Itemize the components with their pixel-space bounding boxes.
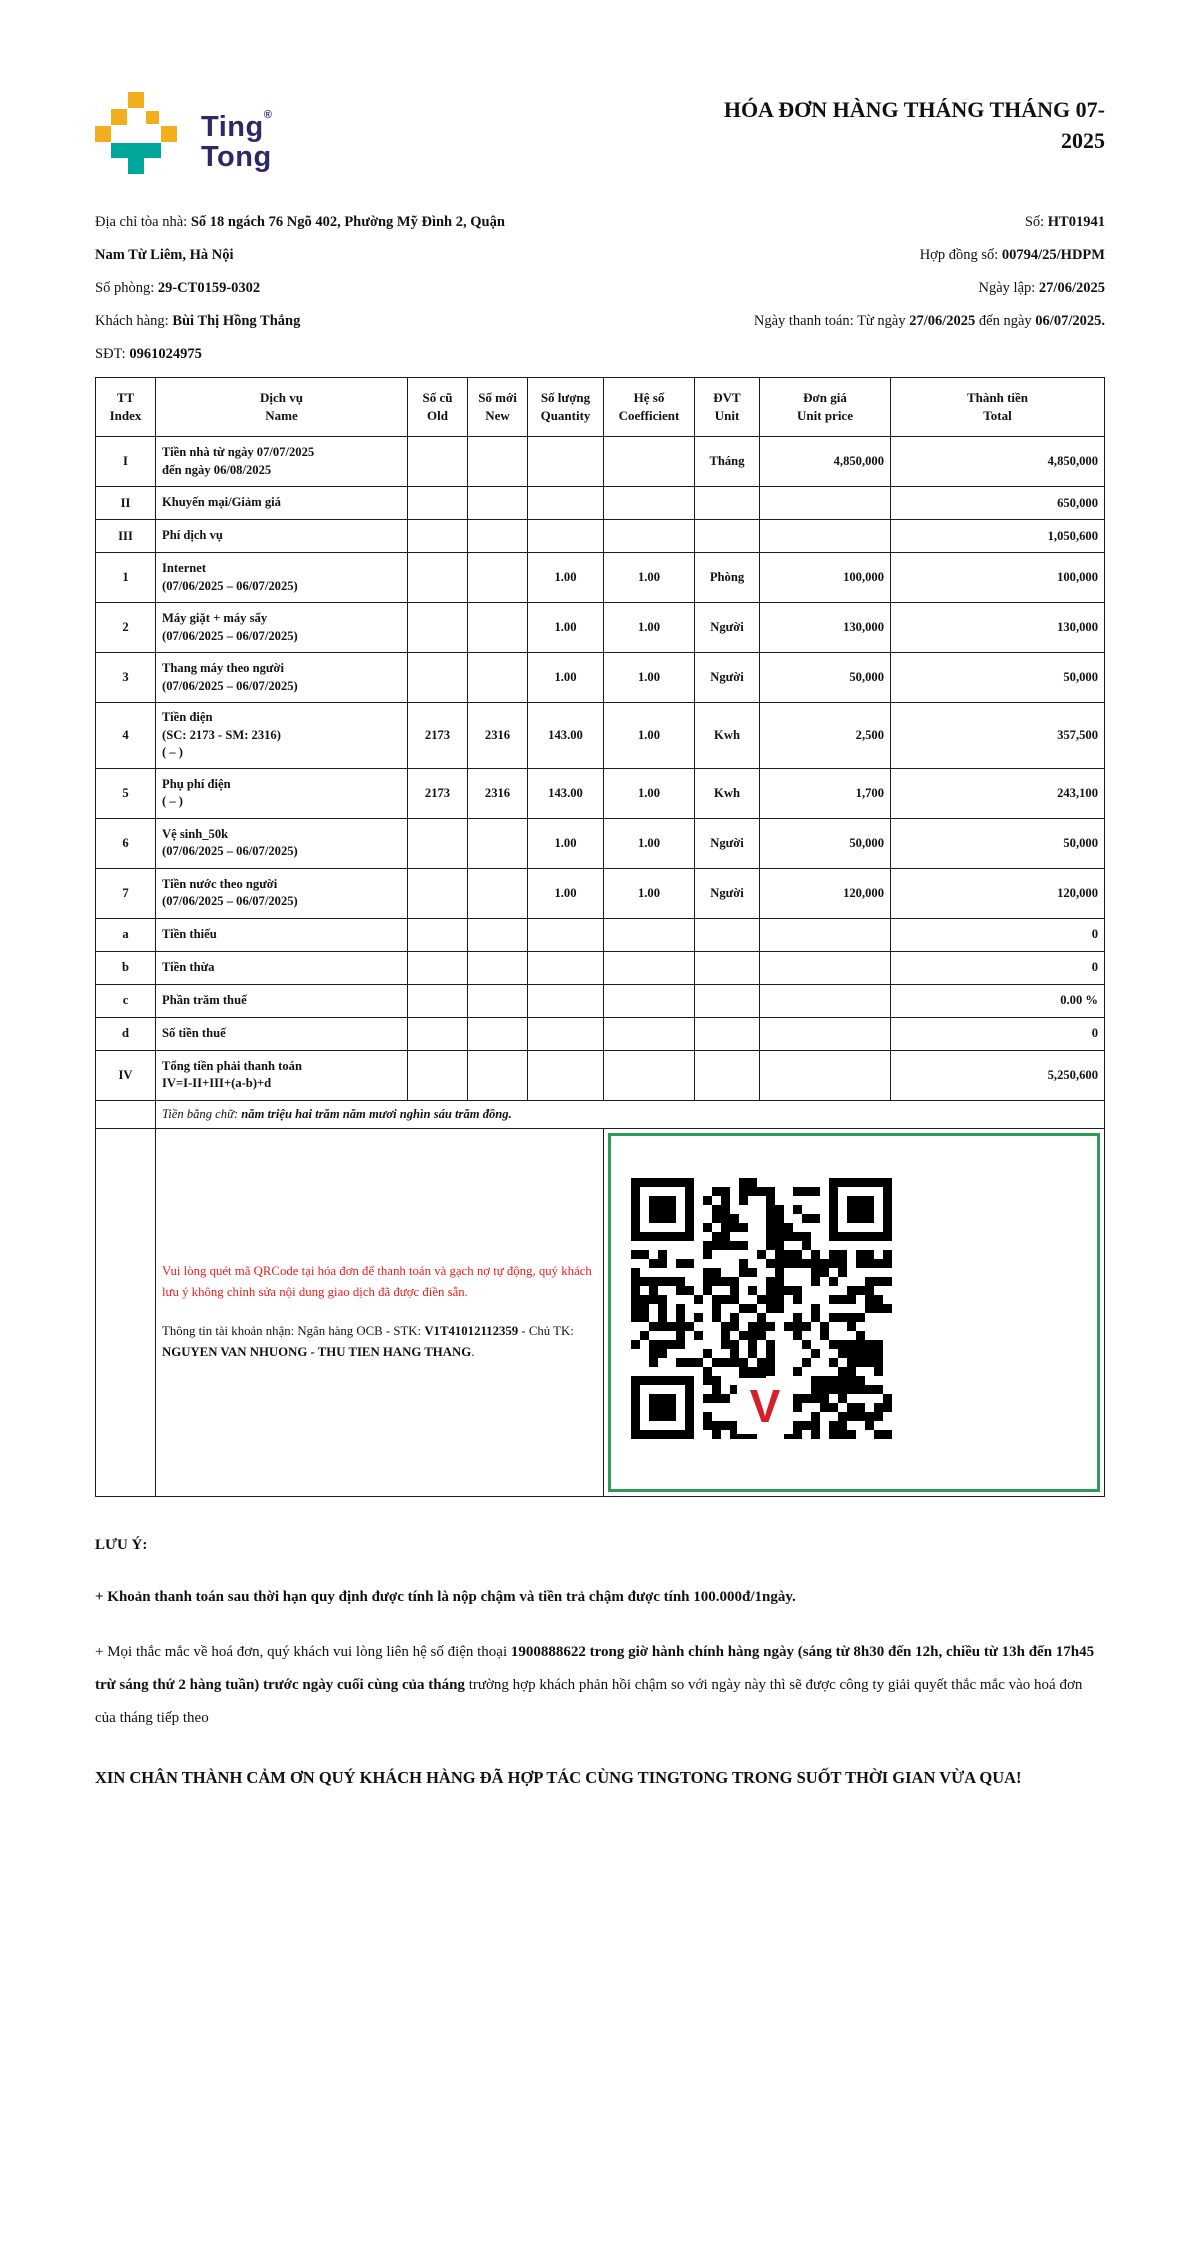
building-address: Địa chỉ tòa nhà: Số 18 ngách 76 Ngõ 402, Phường Mỹ Đình 2, Quận bbox=[95, 214, 505, 230]
line-total: 1,050,600 bbox=[891, 520, 1105, 553]
meter-new bbox=[468, 487, 528, 520]
unit bbox=[695, 918, 760, 951]
payment-instructions bbox=[156, 1128, 604, 1496]
row-index: 1 bbox=[96, 553, 156, 603]
unit-price bbox=[760, 951, 891, 984]
coefficient bbox=[604, 520, 695, 553]
unit bbox=[695, 487, 760, 520]
coefficient: 1.00 bbox=[604, 603, 695, 653]
quantity: 1.00 bbox=[528, 818, 604, 868]
building-address-line2: Nam Từ Liêm, Hà Nội bbox=[95, 247, 234, 263]
row-index: 3 bbox=[96, 653, 156, 703]
contract-number: Hợp đồng số: 00794/25/HDPM bbox=[919, 247, 1105, 263]
meter-new bbox=[468, 603, 528, 653]
row-index: d bbox=[96, 1017, 156, 1050]
coefficient bbox=[604, 1017, 695, 1050]
unit: Người bbox=[695, 603, 760, 653]
line-total: 50,000 bbox=[891, 818, 1105, 868]
service-name: Phụ phí điện ( – ) bbox=[156, 768, 408, 818]
meter-new bbox=[468, 553, 528, 603]
meter-new bbox=[468, 520, 528, 553]
line-total: 243,100 bbox=[891, 768, 1105, 818]
row-index: I bbox=[96, 437, 156, 487]
meter-old bbox=[408, 603, 468, 653]
line-total: 650,000 bbox=[891, 487, 1105, 520]
receiving-account-info: Thông tin tài khoản nhận: Ngân hàng OCB - STK: V1T41012112359 - Chủ TK: NGUYEN VAN NHUONG - THU TIEN HANG THANG. bbox=[162, 1324, 574, 1359]
quantity: 1.00 bbox=[528, 553, 604, 603]
table-row bbox=[96, 520, 1105, 553]
unit: Phòng bbox=[695, 553, 760, 603]
unit-price bbox=[760, 487, 891, 520]
line-total: 0.00 % bbox=[891, 984, 1105, 1017]
service-name: Số tiền thuế bbox=[156, 1017, 408, 1050]
quantity bbox=[528, 437, 604, 487]
service-name: Phí dịch vụ bbox=[156, 520, 408, 553]
col-header-name: Dịch vụ Name bbox=[156, 378, 408, 437]
quantity bbox=[528, 1017, 604, 1050]
table-row bbox=[96, 1017, 1105, 1050]
line-total: 100,000 bbox=[891, 553, 1105, 603]
meter-new bbox=[468, 818, 528, 868]
table-row bbox=[96, 918, 1105, 951]
meter-new bbox=[468, 984, 528, 1017]
meter-new bbox=[468, 918, 528, 951]
unit-price bbox=[760, 984, 891, 1017]
row-index: c bbox=[96, 984, 156, 1017]
service-name: Thang máy theo người (07/06/2025 – 06/07/2025) bbox=[156, 653, 408, 703]
unit-price: 120,000 bbox=[760, 868, 891, 918]
meter-old bbox=[408, 553, 468, 603]
meter-new: 2316 bbox=[468, 703, 528, 769]
row-index: 4 bbox=[96, 703, 156, 769]
quantity: 143.00 bbox=[528, 768, 604, 818]
col-header-total: Thành tiền Total bbox=[891, 378, 1105, 437]
line-total: 0 bbox=[891, 951, 1105, 984]
table-row bbox=[96, 437, 1105, 487]
col-header-new: Số mới New bbox=[468, 378, 528, 437]
unit: Kwh bbox=[695, 703, 760, 769]
row-index: III bbox=[96, 520, 156, 553]
row-index: II bbox=[96, 487, 156, 520]
row-index: 5 bbox=[96, 768, 156, 818]
meter-old bbox=[408, 818, 468, 868]
coefficient: 1.00 bbox=[604, 768, 695, 818]
customer-phone: SĐT: 0961024975 bbox=[95, 346, 202, 362]
col-header-unit-price: Đơn giá Unit price bbox=[760, 378, 891, 437]
coefficient: 1.00 bbox=[604, 703, 695, 769]
table-row bbox=[96, 768, 1105, 818]
coefficient bbox=[604, 437, 695, 487]
thank-you-message: XIN CHÂN THÀNH CẢM ƠN QUÝ KHÁCH HÀNG ĐÃ HỢP TÁC CÙNG TINGTONG TRONG SUỐT THỜI GIAN VỪA QUA! bbox=[95, 1767, 1022, 1787]
service-name: Khuyến mại/Giảm giá bbox=[156, 487, 408, 520]
line-total: 4,850,000 bbox=[891, 437, 1105, 487]
hotline-note: + Mọi thắc mắc về hoá đơn, quý khách vui lòng liên hệ số điện thoại 1900888622 trong giờ hành chính hàng ngày (sáng từ 8h30 đến 12h, chiều từ 13h đến 17h45 trừ sáng thứ 2 hàng tuần) trước ngày cuối cùng của tháng trường hợp khách phản hồi chậm so với ngày này thì sẽ được công ty giải quyết thắc mắc vào hoá đơn của tháng tiếp theo bbox=[95, 1643, 1095, 1726]
invoice-title: HÓA ĐƠN HÀNG THÁNG THÁNG 07- 2025 bbox=[723, 97, 1105, 153]
qr-code-cell bbox=[604, 1128, 1105, 1496]
quantity: 143.00 bbox=[528, 703, 604, 769]
col-header-old: Số cũ Old bbox=[408, 378, 468, 437]
registered-mark-icon: ® bbox=[263, 109, 273, 121]
unit-price: 4,850,000 bbox=[760, 437, 891, 487]
row-index: 7 bbox=[96, 868, 156, 918]
unit-price bbox=[760, 520, 891, 553]
col-header-quantity: Số lượng Quantity bbox=[528, 378, 604, 437]
line-total: 130,000 bbox=[891, 603, 1105, 653]
meter-old bbox=[408, 520, 468, 553]
coefficient bbox=[604, 1050, 695, 1100]
meter-old bbox=[408, 487, 468, 520]
meter-old bbox=[408, 984, 468, 1017]
table-row bbox=[96, 1050, 1105, 1100]
unit bbox=[695, 1050, 760, 1100]
unit bbox=[695, 951, 760, 984]
line-total: 0 bbox=[891, 1017, 1105, 1050]
coefficient: 1.00 bbox=[604, 553, 695, 603]
quantity bbox=[528, 520, 604, 553]
col-header-unit: ĐVT Unit bbox=[695, 378, 760, 437]
table-row bbox=[96, 951, 1105, 984]
coefficient bbox=[604, 487, 695, 520]
table-row bbox=[96, 487, 1105, 520]
meter-old bbox=[408, 1017, 468, 1050]
meter-new bbox=[468, 868, 528, 918]
meter-old: 2173 bbox=[408, 768, 468, 818]
meter-new bbox=[468, 437, 528, 487]
row-index: a bbox=[96, 918, 156, 951]
coefficient: 1.00 bbox=[604, 653, 695, 703]
coefficient: 1.00 bbox=[604, 818, 695, 868]
quantity: 1.00 bbox=[528, 603, 604, 653]
quantity bbox=[528, 1050, 604, 1100]
row-index: 6 bbox=[96, 818, 156, 868]
row-index: 2 bbox=[96, 603, 156, 653]
service-name: Vệ sinh_50k (07/06/2025 – 06/07/2025) bbox=[156, 818, 408, 868]
row-index: b bbox=[96, 951, 156, 984]
table-row bbox=[96, 553, 1105, 603]
qr-notice-red: Vui lòng quét mã QRCode tại hóa đơn để thanh toán và gạch nợ tự động, quý khách lưu ý không chỉnh sửa nội dung giao dịch đã được điền sẵn. bbox=[162, 1264, 592, 1299]
table-row bbox=[96, 653, 1105, 703]
unit bbox=[695, 1017, 760, 1050]
table-row bbox=[96, 603, 1105, 653]
unit-price: 50,000 bbox=[760, 653, 891, 703]
vietqr-v-icon: V bbox=[737, 1378, 793, 1434]
service-name: Tổng tiền phải thanh toán IV=I-II+III+(a-b)+d bbox=[156, 1050, 408, 1100]
line-total: 357,500 bbox=[891, 703, 1105, 769]
col-header-index: TT Index bbox=[96, 378, 156, 437]
unit-price bbox=[760, 1017, 891, 1050]
customer-name: Khách hàng: Bùi Thị Hồng Thắng bbox=[95, 313, 301, 329]
table-header-row bbox=[96, 378, 1105, 437]
late-payment-note: + Khoản thanh toán sau thời hạn quy định được tính là nộp chậm và tiền trả chậm được tính 100.000đ/1ngày. bbox=[95, 1588, 796, 1605]
meter-new bbox=[468, 951, 528, 984]
payment-period: Ngày thanh toán: Từ ngày 27/06/2025 đến ngày 06/07/2025. bbox=[753, 313, 1105, 329]
unit bbox=[695, 984, 760, 1017]
service-name: Tiền thừa bbox=[156, 951, 408, 984]
quantity: 1.00 bbox=[528, 868, 604, 918]
tingtong-logo-icon bbox=[95, 92, 177, 174]
meter-old bbox=[408, 437, 468, 487]
meter-new: 2316 bbox=[468, 768, 528, 818]
table-row bbox=[96, 703, 1105, 769]
line-total: 5,250,600 bbox=[891, 1050, 1105, 1100]
service-name: Tiền điện (SC: 2173 - SM: 2316) ( – ) bbox=[156, 703, 408, 769]
notes-title: LƯU Ý: bbox=[95, 1536, 148, 1553]
footer-notes bbox=[95, 1537, 1105, 1795]
service-name: Tiền nhà từ ngày 07/07/2025 đến ngày 06/08/2025 bbox=[156, 437, 408, 487]
amount-in-words-row bbox=[96, 1100, 1105, 1128]
service-name: Máy giặt + máy sấy (07/06/2025 – 06/07/2025) bbox=[156, 603, 408, 653]
unit: Người bbox=[695, 653, 760, 703]
table-row bbox=[96, 818, 1105, 868]
unit-price: 130,000 bbox=[760, 603, 891, 653]
meter-new bbox=[468, 653, 528, 703]
line-total: 0 bbox=[891, 918, 1105, 951]
empty-index-cell bbox=[96, 1100, 156, 1128]
line-total: 50,000 bbox=[891, 653, 1105, 703]
meter-new bbox=[468, 1050, 528, 1100]
meter-old bbox=[408, 918, 468, 951]
quantity: 1.00 bbox=[528, 653, 604, 703]
invoice-table-body bbox=[96, 437, 1105, 1101]
info-left bbox=[95, 206, 661, 371]
empty-index-cell bbox=[96, 1128, 156, 1496]
service-name: Tiền thiếu bbox=[156, 918, 408, 951]
invoice-table bbox=[95, 377, 1105, 1497]
meter-old bbox=[408, 653, 468, 703]
coefficient: 1.00 bbox=[604, 868, 695, 918]
invoice-number: Số: HT01941 bbox=[1024, 214, 1105, 230]
unit-price: 2,500 bbox=[760, 703, 891, 769]
issue-date: Ngày lập: 27/06/2025 bbox=[978, 280, 1105, 296]
quantity bbox=[528, 487, 604, 520]
invoice-info bbox=[95, 206, 1105, 371]
unit-price: 1,700 bbox=[760, 768, 891, 818]
unit: Người bbox=[695, 818, 760, 868]
meter-new bbox=[468, 1017, 528, 1050]
service-name: Tiền nước theo người (07/06/2025 – 06/07/2025) bbox=[156, 868, 408, 918]
room-number: Số phòng: 29-CT0159-0302 bbox=[95, 280, 261, 296]
invoice-header bbox=[95, 92, 1105, 174]
unit-price bbox=[760, 1050, 891, 1100]
unit-price: 50,000 bbox=[760, 818, 891, 868]
info-right bbox=[661, 206, 1105, 371]
unit-price bbox=[760, 918, 891, 951]
tingtong-wordmark: Ting® Tong bbox=[201, 109, 273, 173]
coefficient bbox=[604, 984, 695, 1017]
meter-old bbox=[408, 1050, 468, 1100]
service-name: Internet (07/06/2025 – 06/07/2025) bbox=[156, 553, 408, 603]
unit: Người bbox=[695, 868, 760, 918]
amount-in-words: Tiền bằng chữ: năm triệu hai trăm năm mươi nghìn sáu trăm đồng. bbox=[156, 1100, 1105, 1128]
unit-price: 100,000 bbox=[760, 553, 891, 603]
tingtong-logo bbox=[95, 92, 272, 174]
coefficient bbox=[604, 951, 695, 984]
qr-frame bbox=[608, 1133, 1100, 1492]
table-row bbox=[96, 984, 1105, 1017]
row-index: IV bbox=[96, 1050, 156, 1100]
quantity bbox=[528, 951, 604, 984]
quantity bbox=[528, 984, 604, 1017]
coefficient bbox=[604, 918, 695, 951]
meter-old bbox=[408, 951, 468, 984]
meter-old bbox=[408, 868, 468, 918]
quantity bbox=[528, 918, 604, 951]
line-total: 120,000 bbox=[891, 868, 1105, 918]
qr-payment-row bbox=[96, 1128, 1105, 1496]
unit: Kwh bbox=[695, 768, 760, 818]
table-row bbox=[96, 868, 1105, 918]
meter-old: 2173 bbox=[408, 703, 468, 769]
unit: Tháng bbox=[695, 437, 760, 487]
col-header-coefficient: Hệ số Coefficient bbox=[604, 378, 695, 437]
unit bbox=[695, 520, 760, 553]
service-name: Phần trăm thuế bbox=[156, 984, 408, 1017]
